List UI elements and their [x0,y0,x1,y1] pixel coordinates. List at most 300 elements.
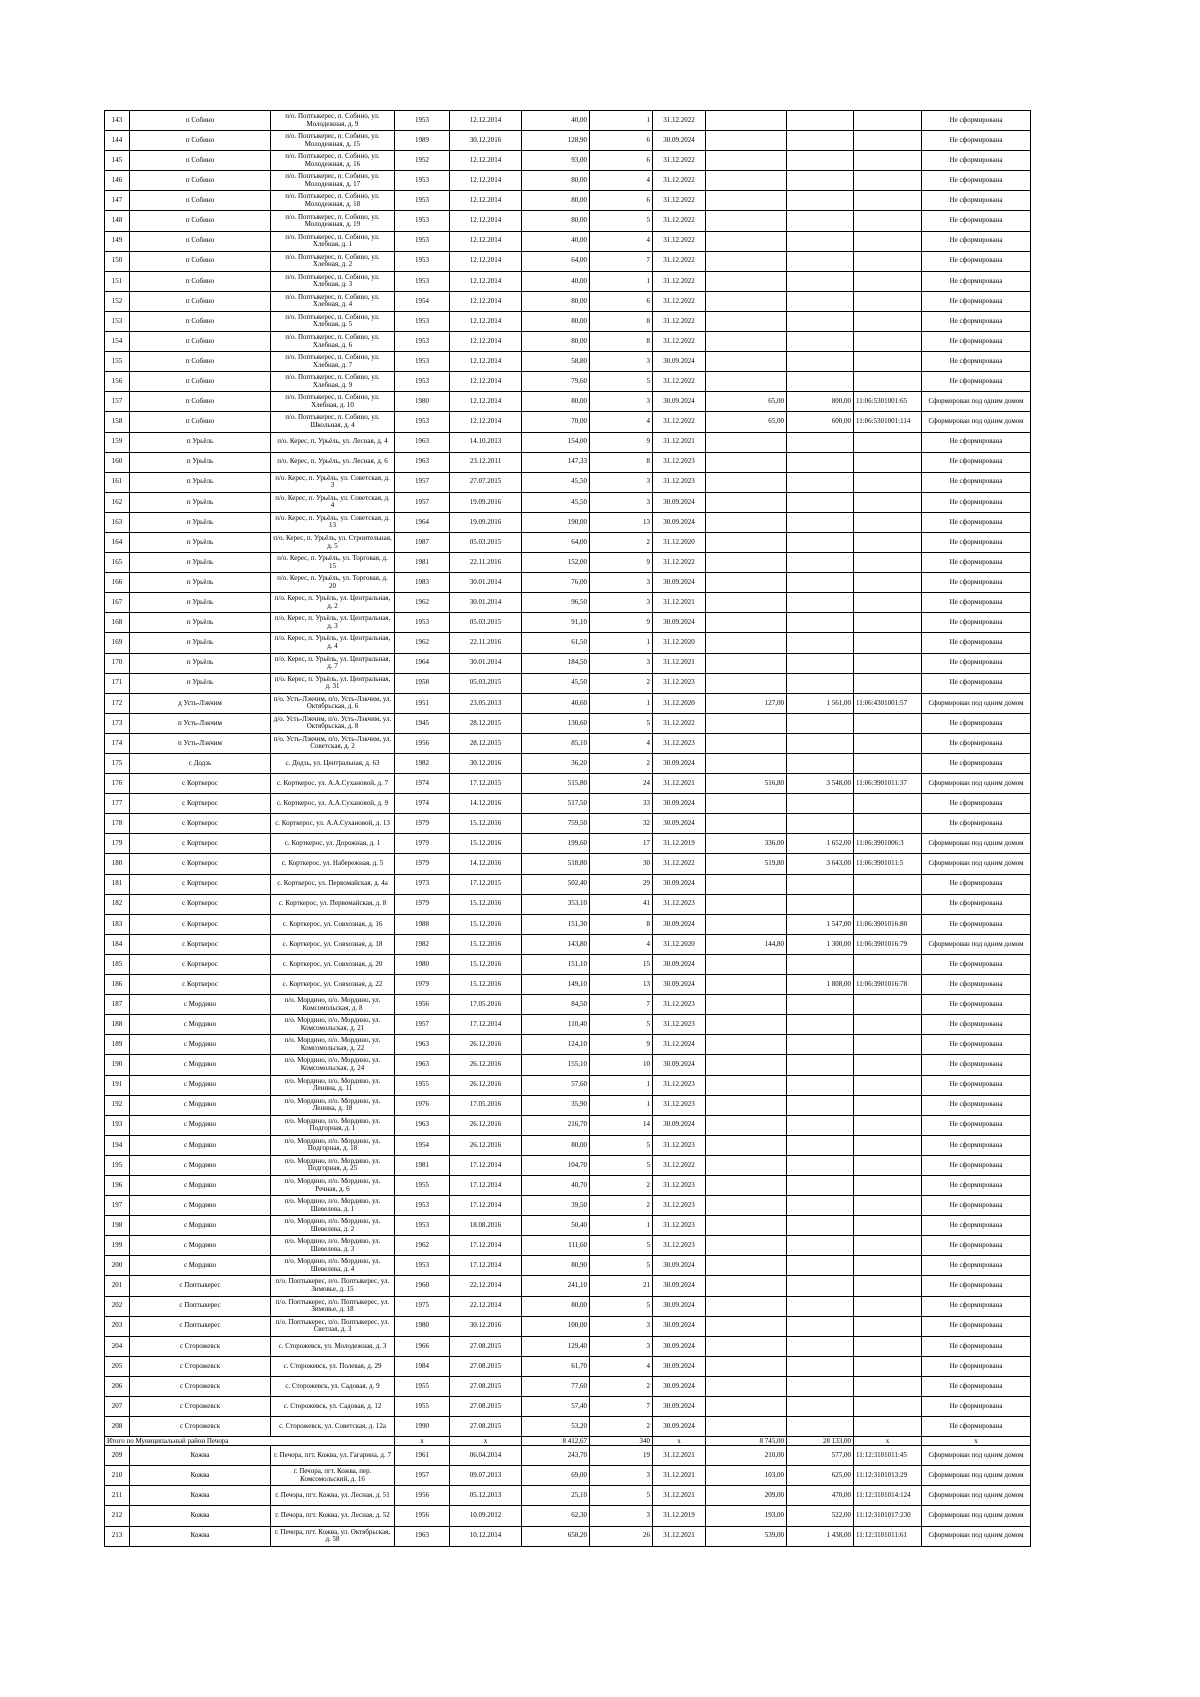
cell-date: 12.12.2014 [450,231,522,251]
cell-area: 69,00 [522,1466,590,1486]
cell-year-built: 1953 [395,412,450,432]
cell-status: Не сформирована [922,372,1031,392]
total-cell: x [653,1437,706,1446]
cell-status: Не сформирована [922,271,1031,291]
table-row [105,1115,1031,1135]
cell-residents: 3 [590,392,653,412]
cell-settlement: с Корткерос [130,854,271,874]
cell-cadastral-value [787,713,854,733]
cell-area: 36,20 [522,754,590,774]
cell-residents: 5 [590,713,653,733]
cell-land-area: 65,00 [706,392,787,412]
table-row [105,834,1031,854]
cell-cadastral-value [787,452,854,472]
cell-row-number: 197 [105,1196,130,1216]
cell-date: 30.01.2014 [450,653,522,673]
cell-row-number: 152 [105,291,130,311]
cell-settlement: п Урьёль [130,673,271,693]
cell-land-area [706,131,787,151]
cell-land-area [706,1316,787,1336]
cell-residents: 1 [590,1095,653,1115]
cell-address: п/о. Поптыкерес, п. Собино, ул. Хлебная, д. 1 [271,231,395,251]
cell-settlement: п Собино [130,271,271,291]
cell-address: с. Сторожевск, ул. Садовая, д. 12 [271,1397,395,1417]
cell-land-area [706,954,787,974]
cell-settlement: п Урьёль [130,492,271,512]
cell-status: Не сформирована [922,874,1031,894]
cell-settlement: с Мордино [130,1155,271,1175]
cell-year-built: 1980 [395,1316,450,1336]
cell-date: 12.12.2014 [450,251,522,271]
cell-settlement: п Собино [130,131,271,151]
cell-date: 15.12.2016 [450,834,522,854]
cell-cadastral-value: 1 438,00 [787,1526,854,1546]
cell-year-built: 1956 [395,733,450,753]
cell-year-built: 1952 [395,151,450,171]
cell-status: Не сформирована [922,1256,1031,1276]
cell-address: п/о. Мордино, п/о. Мордино, ул. Шевелева, д. 3 [271,1236,395,1256]
cell-area: 110,40 [522,1015,590,1035]
cell-row-number: 189 [105,1035,130,1055]
cell-settlement: п Собино [130,392,271,412]
table-row [105,1175,1031,1195]
cell-year-built: 1957 [395,1015,450,1035]
cell-year-built: 1962 [395,1236,450,1256]
cell-deadline: 30.09.2024 [653,1397,706,1417]
total-cell: 8 745,00 [706,1437,787,1446]
cell-land-area [706,713,787,733]
cell-year-built: 1963 [395,1035,450,1055]
cell-deadline: 31.12.2023 [653,995,706,1015]
cell-cadastral-value [787,352,854,372]
cell-residents: 8 [590,311,653,331]
cell-settlement: п Урьёль [130,532,271,552]
cell-year-built: 1956 [395,1486,450,1506]
cell-year-built: 1953 [395,251,450,271]
cell-deadline: 31.12.2022 [653,1155,706,1175]
cell-land-area [706,1075,787,1095]
cell-year-built: 1964 [395,512,450,532]
cell-year-built: 1975 [395,1296,450,1316]
cell-area: 759,50 [522,814,590,834]
cell-row-number: 143 [105,111,130,131]
cell-deadline: 31.12.2021 [653,653,706,673]
cell-row-number: 201 [105,1276,130,1296]
cell-deadline: 31.12.2022 [653,231,706,251]
cell-deadline: 30.09.2024 [653,1115,706,1135]
cell-row-number: 175 [105,754,130,774]
cell-cadastral-number [854,1095,922,1115]
cell-date: 05.03.2015 [450,613,522,633]
cell-year-built: 1973 [395,874,450,894]
cell-row-number: 150 [105,251,130,271]
cell-cadastral-value: 800,00 [787,392,854,412]
cell-area: 517,50 [522,794,590,814]
cell-deadline: 30.09.2024 [653,1356,706,1376]
cell-settlement: п Урьёль [130,553,271,573]
cell-year-built: 1958 [395,673,450,693]
table-row [105,1296,1031,1316]
cell-date: 15.12.2016 [450,954,522,974]
cell-row-number: 190 [105,1055,130,1075]
cell-row-number: 177 [105,794,130,814]
cell-cadastral-number [854,673,922,693]
cell-cadastral-value [787,1417,854,1437]
cell-settlement: с Поптыкерес [130,1316,271,1336]
cell-cadastral-number [854,1055,922,1075]
cell-date: 12.12.2014 [450,332,522,352]
cell-deadline: 31.12.2023 [653,673,706,693]
cell-date: 27.08.2015 [450,1336,522,1356]
cell-land-area [706,1115,787,1135]
cell-address: п/о. Поптыкерес, п. Собино, ул. Молодежная, д. 16 [271,151,395,171]
cell-date: 09.07.2013 [450,1466,522,1486]
cell-cadastral-value: 577,00 [787,1446,854,1466]
cell-row-number: 206 [105,1376,130,1396]
cell-cadastral-number: 11:06:3901011:5 [854,854,922,874]
cell-address: г. Печора, пгт. Кожва, ул. Лесная, д. 52 [271,1506,395,1526]
cell-residents: 1 [590,111,653,131]
cell-settlement: с Корткерос [130,834,271,854]
cell-date: 15.12.2016 [450,934,522,954]
table-row [105,894,1031,914]
cell-settlement: п Усть-Лэкчим [130,733,271,753]
cell-residents: 9 [590,553,653,573]
cell-settlement: с Корткерос [130,794,271,814]
cell-land-area: 539,00 [706,1526,787,1546]
cell-year-built: 1980 [395,392,450,412]
cell-cadastral-value [787,754,854,774]
cell-date: 12.12.2014 [450,211,522,231]
cell-address: п/о. Поптыкерес, п. Собино, ул. Хлебная, д. 6 [271,332,395,352]
cell-residents: 7 [590,251,653,271]
cell-deadline: 30.09.2024 [653,1376,706,1396]
cell-land-area [706,1196,787,1216]
cell-deadline: 31.12.2022 [653,291,706,311]
cell-year-built: 1981 [395,1155,450,1175]
cell-settlement: п Урьёль [130,573,271,593]
cell-land-area [706,1015,787,1035]
cell-cadastral-number [854,131,922,151]
cell-row-number: 202 [105,1296,130,1316]
cell-status: Сформирован под одним домом [922,693,1031,713]
cell-land-area [706,1336,787,1356]
cell-address: с. Корткерос, ул. Совхозная, д. 20 [271,954,395,974]
cell-residents: 3 [590,1506,653,1526]
cell-address: п/о. Керес, п. Урьёль, ул. Лесная, д. 6 [271,452,395,472]
cell-date: 17.12.2014 [450,1015,522,1035]
cell-cadastral-value [787,1216,854,1236]
cell-land-area [706,432,787,452]
cell-date: 17.12.2015 [450,774,522,794]
cell-residents: 5 [590,1236,653,1256]
cell-date: 10.09.2012 [450,1506,522,1526]
cell-land-area [706,352,787,372]
cell-year-built: 1953 [395,311,450,331]
cell-row-number: 207 [105,1397,130,1417]
cell-deadline: 31.12.2022 [653,111,706,131]
cell-land-area [706,573,787,593]
cell-address: с. Додзь, ул. Центральная, д. 63 [271,754,395,774]
cell-settlement: п Собино [130,231,271,251]
cell-year-built: 1979 [395,814,450,834]
cell-area: 39,50 [522,1196,590,1216]
cell-status: Не сформирована [922,352,1031,372]
cell-row-number: 205 [105,1356,130,1376]
table-row [105,171,1031,191]
cell-residents: 2 [590,754,653,774]
cell-residents: 4 [590,231,653,251]
cell-status: Не сформирована [922,1075,1031,1095]
cell-address: с. Корткерос, ул. А.А.Сухановой, д. 7 [271,774,395,794]
cell-cadastral-value [787,1095,854,1115]
cell-residents: 5 [590,1296,653,1316]
cell-settlement: с Корткерос [130,814,271,834]
cell-settlement: с Поптыкерес [130,1276,271,1296]
cell-area: 58,80 [522,352,590,372]
cell-status: Не сформирована [922,1055,1031,1075]
cell-year-built: 1962 [395,633,450,653]
cell-address: п/о. Поптыкерес, п. Собино, ул. Хлебная, д. 4 [271,291,395,311]
cell-land-area [706,914,787,934]
cell-row-number: 159 [105,432,130,452]
cell-area: 93,00 [522,151,590,171]
cell-deadline: 31.12.2022 [653,151,706,171]
cell-cadastral-number [854,171,922,191]
cell-residents: 3 [590,653,653,673]
cell-date: 17.05.2016 [450,1095,522,1115]
cell-land-area [706,311,787,331]
cell-residents: 2 [590,1196,653,1216]
cell-row-number: 155 [105,352,130,372]
cell-land-area [706,1055,787,1075]
cell-row-number: 210 [105,1466,130,1486]
cell-address: п/о. Мордино, п/о. Мордино, ул. Ленина, д. 18 [271,1095,395,1115]
cell-date: 17.12.2015 [450,874,522,894]
cell-status: Не сформирована [922,1175,1031,1195]
table-row [105,1316,1031,1336]
cell-address: с. Корткерос, ул. Первомайская, д. 4а [271,874,395,894]
cell-settlement: п Собино [130,372,271,392]
table-row [105,352,1031,372]
cell-settlement: п Собино [130,251,271,271]
cell-address: п/о. Мордино, п/о. Мордино, ул. Комсомольская, д. 21 [271,1015,395,1035]
cell-address: п/о. Мордино, п/о. Мордино, ул. Речная, д. 6 [271,1175,395,1195]
cell-area: 35,90 [522,1095,590,1115]
cell-cadastral-number [854,814,922,834]
cell-residents: 5 [590,1486,653,1506]
cell-residents: 3 [590,1466,653,1486]
cell-date: 26.12.2016 [450,1035,522,1055]
cell-residents: 24 [590,774,653,794]
cell-deadline: 31.12.2022 [653,553,706,573]
cell-address: п/о. Поптыкерес, п/о. Поптыкерес, ул. Зимовье, д. 15 [271,1276,395,1296]
cell-cadastral-value [787,1356,854,1376]
table-row [105,392,1031,412]
cell-area: 64,00 [522,251,590,271]
table-row [105,975,1031,995]
cell-area: 80,00 [522,1135,590,1155]
table-row [105,191,1031,211]
cell-date: 05.12.2013 [450,1486,522,1506]
cell-address: п/о. Поптыкерес, п/о. Поптыкерес, ул. Светлая, д. 3 [271,1316,395,1336]
cell-status: Сформирован под одним домом [922,412,1031,432]
cell-deadline: 31.12.2023 [653,1236,706,1256]
table-row [105,653,1031,673]
cell-address: п/о. Керес, п. Урьёль, ул. Центральная, д. 4 [271,633,395,653]
table-row [105,1035,1031,1055]
cell-address: с. Сторожевск, ул. Молодежная, д. 3 [271,1336,395,1356]
cell-residents: 19 [590,1446,653,1466]
cell-settlement: с Мордино [130,1196,271,1216]
cell-address: г. Печора, пгт. Кожва, ул. Октябрьская, д. 58 [271,1526,395,1546]
cell-date: 22.12.2014 [450,1276,522,1296]
table-row [105,332,1031,352]
cell-year-built: 1955 [395,1397,450,1417]
cell-cadastral-number [854,1376,922,1396]
cell-land-area: 65,00 [706,412,787,432]
cell-cadastral-value [787,1196,854,1216]
cell-row-number: 174 [105,733,130,753]
cell-land-area [706,332,787,352]
cell-settlement: п Собино [130,291,271,311]
cell-deadline: 31.12.2021 [653,1486,706,1506]
cell-row-number: 185 [105,954,130,974]
cell-deadline: 31.12.2022 [653,412,706,432]
cell-cadastral-value [787,593,854,613]
cell-residents: 33 [590,794,653,814]
cell-status: Не сформирована [922,251,1031,271]
cell-status: Не сформирована [922,733,1031,753]
cell-cadastral-number: 11:06:5301001:114 [854,412,922,432]
cell-settlement: с Мордино [130,1256,271,1276]
cell-address: д/о. Усть-Лэкчим, п/о. Усть-Лэкчим, ул. Октябрьская, д. 8 [271,713,395,733]
cell-year-built: 1988 [395,914,450,934]
total-label: Итого по Муниципальный район Печора [105,1437,395,1446]
cell-deadline: 31.12.2023 [653,1196,706,1216]
cell-status: Сформирован под одним домом [922,934,1031,954]
cell-deadline: 31.12.2022 [653,311,706,331]
cell-row-number: 200 [105,1256,130,1276]
table-row [105,532,1031,552]
cell-row-number: 204 [105,1336,130,1356]
cell-year-built: 1955 [395,1075,450,1095]
cell-cadastral-number: 11:06:3901016:80 [854,914,922,934]
cell-area: 149,10 [522,975,590,995]
cell-address: п/о. Мордино, п/о. Мордино, ул. Шевелева, д. 2 [271,1216,395,1236]
cell-year-built: 1961 [395,1446,450,1466]
cell-status: Не сформирована [922,754,1031,774]
cell-land-area [706,794,787,814]
cell-cadastral-value [787,191,854,211]
cell-area: 152,00 [522,553,590,573]
cell-year-built: 1955 [395,1175,450,1195]
cell-cadastral-number [854,874,922,894]
cell-address: г. Печора, пгт. Кожва, ул. Лесная, д. 51 [271,1486,395,1506]
cell-land-area: 210,00 [706,1446,787,1466]
cell-cadastral-number [854,1276,922,1296]
cell-deadline: 30.09.2024 [653,573,706,593]
cell-cadastral-number [854,1316,922,1336]
cell-row-number: 162 [105,492,130,512]
cell-row-number: 169 [105,633,130,653]
cell-cadastral-value [787,1296,854,1316]
cell-land-area: 103,00 [706,1466,787,1486]
cell-address: п/о. Мордино, п/о. Мордино, ул. Комсомольская, д. 24 [271,1055,395,1075]
cell-settlement: с Мордино [130,1175,271,1195]
cell-cadastral-value [787,633,854,653]
cell-status: Не сформирована [922,131,1031,151]
cell-land-area [706,633,787,653]
table-row [105,954,1031,974]
cell-cadastral-value: 470,00 [787,1486,854,1506]
cell-status: Не сформирована [922,211,1031,231]
table-row [105,733,1031,753]
cell-deadline: 31.12.2021 [653,1446,706,1466]
cell-cadastral-value [787,1175,854,1195]
cell-cadastral-number [854,733,922,753]
cell-date: 26.12.2016 [450,1135,522,1155]
cell-cadastral-number [854,1397,922,1417]
cell-land-area [706,211,787,231]
cell-deadline: 31.12.2023 [653,1216,706,1236]
cell-row-number: 154 [105,332,130,352]
cell-residents: 1 [590,1216,653,1236]
cell-address: с. Корткерос, ул. Дорожная, д. 1 [271,834,395,854]
cell-residents: 3 [590,573,653,593]
cell-deadline: 31.12.2023 [653,1075,706,1095]
cell-deadline: 30.09.2024 [653,814,706,834]
cell-date: 12.12.2014 [450,171,522,191]
cell-settlement: с Мордино [130,1236,271,1256]
cell-cadastral-value: 625,00 [787,1466,854,1486]
table-row [105,934,1031,954]
cell-land-area [706,151,787,171]
cell-date: 14.12.2016 [450,854,522,874]
cell-residents: 13 [590,975,653,995]
cell-settlement: с Корткерос [130,774,271,794]
cell-cadastral-number [854,1015,922,1035]
cell-cadastral-value [787,472,854,492]
cell-deadline: 31.12.2024 [653,1035,706,1055]
cell-area: 25,10 [522,1486,590,1506]
cell-land-area [706,894,787,914]
cell-year-built: 1983 [395,573,450,593]
table-row [105,1417,1031,1437]
cell-land-area [706,452,787,472]
cell-row-number: 212 [105,1506,130,1526]
cell-status: Не сформирована [922,814,1031,834]
table-row [105,1155,1031,1175]
cell-deadline: 31.12.2019 [653,1506,706,1526]
cell-cadastral-value [787,954,854,974]
cell-settlement: Кожва [130,1466,271,1486]
cell-status: Не сформирована [922,191,1031,211]
cell-status: Не сформирована [922,171,1031,191]
cell-year-built: 1982 [395,754,450,774]
cell-address: п/о. Поптыкерес, п. Собино, ул. Молодежная, д. 9 [271,111,395,131]
cell-cadastral-number [854,573,922,593]
cell-land-area [706,1276,787,1296]
cell-deadline: 30.09.2024 [653,1417,706,1437]
table-row [105,372,1031,392]
cell-date: 12.12.2014 [450,191,522,211]
cell-cadastral-number [854,954,922,974]
cell-row-number: 153 [105,311,130,331]
cell-residents: 7 [590,995,653,1015]
cell-date: 10.12.2014 [450,1526,522,1546]
cell-residents: 7 [590,1397,653,1417]
